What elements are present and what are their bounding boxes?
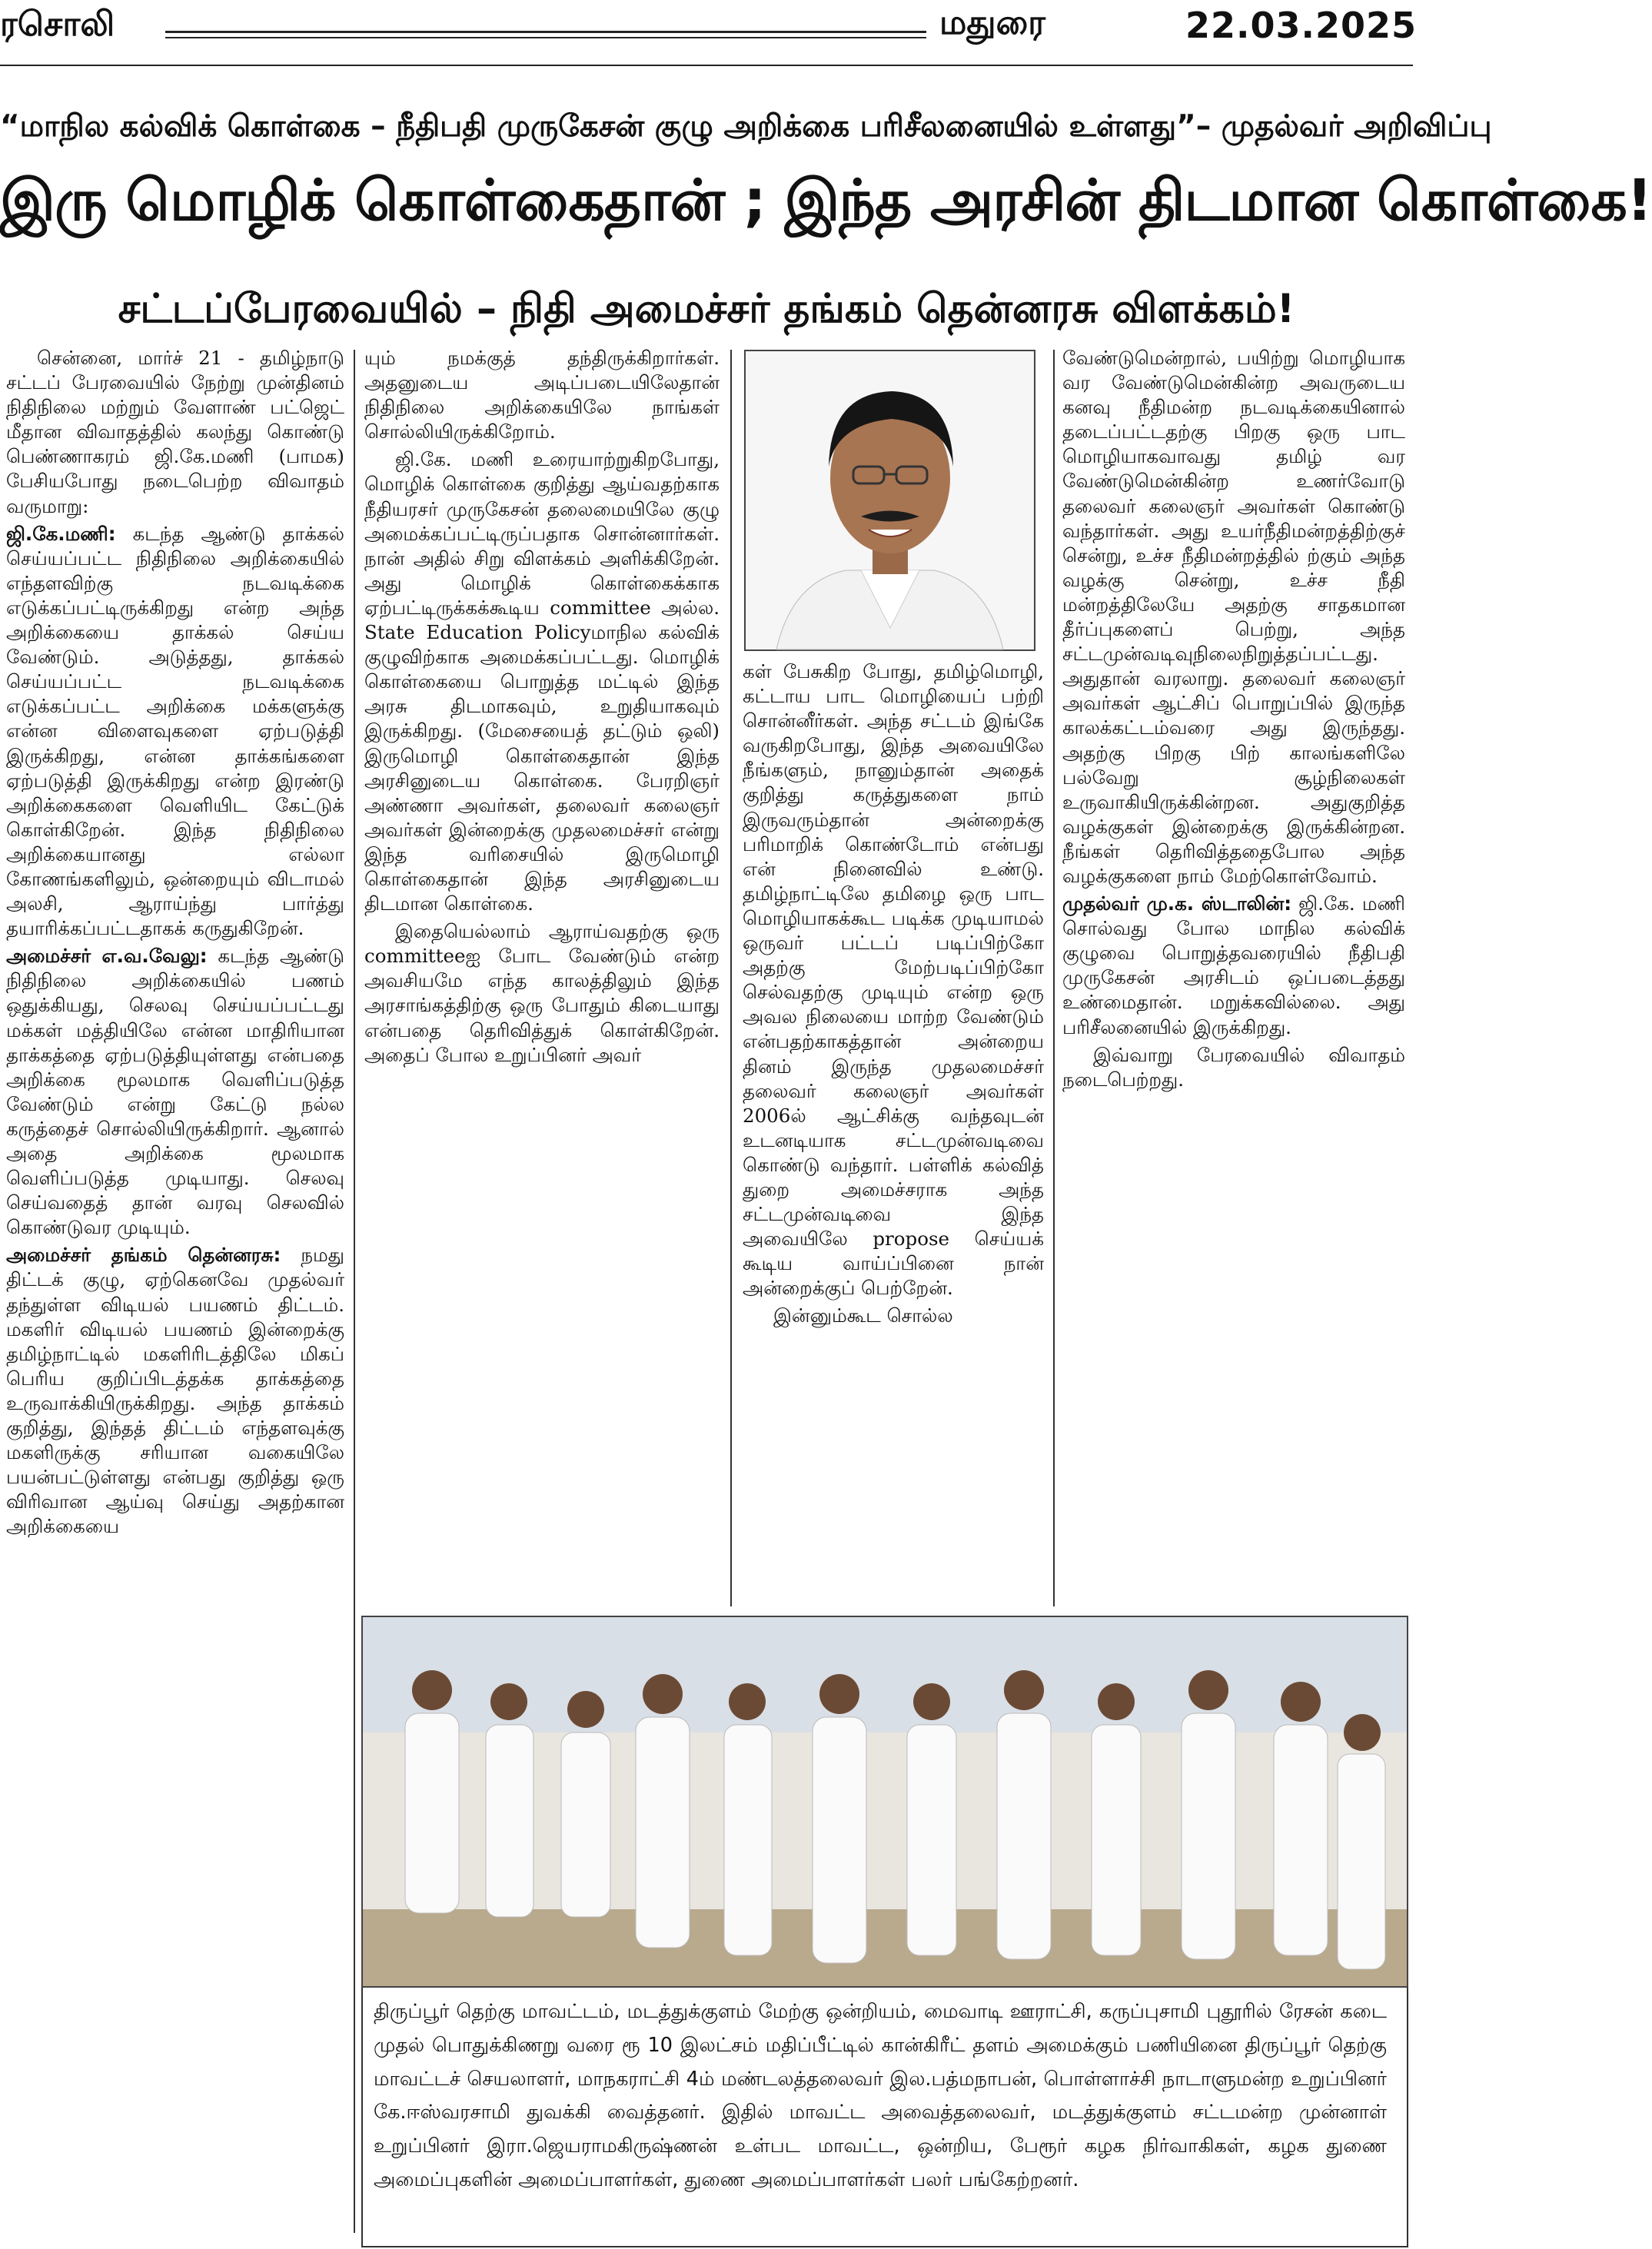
paragraph: இவ்வாறு பேரவையில் விவாதம் நடைபெற்றது. xyxy=(1062,1043,1405,1091)
speaker-gk-mani: ஜி.கே.மணி: xyxy=(6,522,116,545)
paper-name: ரசொலி xyxy=(0,5,115,44)
event-group-photo xyxy=(361,1616,1408,1988)
paragraph: இன்னும்கூட சொல்ல xyxy=(773,1304,953,1327)
kicker-headline: “மாநில கல்விக் கொள்கை – நீதிபதி முருகேசன் குழு அறிக்கை பரிசீலனையில் உள்ளது”– முதல்வர் அறிவிப்பு xyxy=(0,109,1492,144)
photo-caption: திருப்பூர் தெற்கு மாவட்டம், மடத்துக்குளம் மேற்கு ஒன்றியம், மைவாடி ஊராட்சி, கருப்புசாமி புதூரில் ரேசன் கடை முதல் பொதுக்கிணறு வரை ரூ 10 இலட்சம் மதிப்பீட்டில் கான்கிரீட் தளம் அமைக்கும் பணியினை திருப்பூர் தெற்கு மாவட்டச் செயலாளர், மாநகராட்சி 4ம் மண்டலத்தலைவர் இல.பத்மநாபன், பொள்ளாச்சி நாடாளுமன்ற உறுப்பினர் கே.ஈஸ்வரசாமி துவக்கி வைத்தனர். இதில் மாவட்ட அவைத்தலைவர், மடத்துக்குளம் சட்டமன்ற முன்னாள் உறுப்பினர் இரா.ஜெயராமகிருஷ்ணன் உள்பட மாவட்ட, ஒன்றிய, பேரூர் கழக நிர்வாகிகள், கழக துணை அமைப்புகளின் அமைப்பாளர்கள், துணை அமைப்பாளர்கள் பலர் பங்கேற்றனர். xyxy=(374,2000,1387,2191)
speaker-ev-velu: அமைச்சர் எ.வ.வேலு: xyxy=(6,945,208,968)
masthead-divider xyxy=(0,65,1413,66)
speaker-thangam-thennarasu: அமைச்சர் தங்கம் தென்னரசு: xyxy=(6,1244,281,1267)
paragraph: இதையெல்லாம் ஆராய்வதற்கு ஒரு committeeஐ போட வேண்டும் என்ற அவசியமே எந்த காலத்திலும் இந்த அரசாங்கத்திற்கு ஒரு போதும் கிடையாது என்பதை தெரிவித்துக் கொள்கிறேன். அதைப் போல உறுப்பினர் அவர் xyxy=(364,920,720,1066)
article-column-4 xyxy=(1062,346,1405,1610)
column-rule-2 xyxy=(730,350,732,1606)
paragraph: கள் பேசுகிற போது, தமிழ்மொழி, கட்டாய பாட மொழியைப் பற்றி சொன்னீர்கள். அந்த சட்டம் இங்கே வருகிறபோது, இந்த அவையிலே நீங்களும், நானும்தான் அதைக் குறித்து கருத்துகளை நாம் இருவரும்தான் அன்றைக்கு பரிமாறிக் கொண்டோம் என்பது என் நினைவில் உண்டு. தமிழ்நாட்டிலே தமிழை ஒரு பாட மொழியாகக்கூட படிக்க முடியாமல் ஒருவர் பட்டப் படிப்பிற்கோ அதற்கு மேற்படிப்பிற்கோ செல்வதற்கு முடியும் என்ற ஒரு அவல நிலையை மாற்ற வேண்டும் என்பதற்காகத்தான் அன்றைய தினம் இருந்த முதலமைச்சர் தலைவர் கலைஞர் அவர்கள் 2006ல் ஆட்சிக்கு வந்தவுடன் உடனடியாக சட்டமுன்வடிவை கொண்டு வந்தார். பள்ளிக் கல்வித் துறை அமைச்சராக அந்த சட்டமுன்வடிவை இந்த அவையிலே propose செய்யக் கூடிய வாய்ப்பினை நான் அன்றைக்குப் பெற்றேன். xyxy=(743,660,1044,1300)
article-column-3 xyxy=(743,659,1044,1613)
masthead xyxy=(0,0,1418,60)
speaker-mk-stalin: முதல்வர் மு.க. ஸ்டாலின்: xyxy=(1062,892,1292,915)
edition-date: 22.03.2025 xyxy=(1185,5,1418,46)
edition-city: மதுரை xyxy=(939,3,1045,42)
portrait-image xyxy=(746,351,1034,649)
masthead-rule-thin xyxy=(165,37,926,38)
minister-portrait-photo xyxy=(744,350,1035,651)
column-rule-1 xyxy=(354,350,355,2233)
main-headline: இரு மொழிக் கொள்கைதான் ; இந்த அரசின் திடமான கொள்கை! xyxy=(0,168,1652,234)
paragraph: கடந்த ஆண்டு தாக்கல் செய்யப்பட்ட நிதிநிலை அறிக்கையில் எந்தளவிற்கு நடவடிக்கை எடுக்கப்பட்டிருக்கிறது என்ற அந்த அறிக்கையை தாக்கல் செய்ய வேண்டும். அடுத்தது, தாக்கல் செய்யப்பட்ட நடவடிக்கை எடுக்கப்பட்ட அறிக்கை மக்களுக்கு என்ன விளைவுகளை ஏற்படுத்தி இருக்கிறது, என்ன தாக்கங்களை ஏற்படுத்தி இருக்கிறது என்ற இரண்டு அறிக்கைகளை வெளியிட கேட்டுக் கொள்கிறேன். இந்த நிதிநிலை அறிக்கையானது எல்லா கோணங்களிலும், ஒன்றையும் விடாமல் அலசி, ஆராய்ந்து பார்த்து தயாரிக்கப்பட்டதாகக் கருதுகிறேன். xyxy=(6,522,344,940)
paragraph: யும் நமக்குத் தந்திருக்கிறார்கள். அதனுடைய அடிப்படையிலேதான் நிதிநிலை அறிக்கையிலே நாங்கள் சொல்லியிருக்கிறோம். xyxy=(364,347,720,443)
sub-headline: சட்டப்பேரவையில் – நிதி அமைச்சர் தங்கம் தென்னரசு விளக்கம்! xyxy=(118,286,1295,332)
group-photo-image xyxy=(363,1617,1407,1986)
paragraph: கடந்த ஆண்டு நிதிநிலை அறிக்கையில் பணம் ஒதுக்கியது, செலவு செய்யப்பட்டது மக்கள் மத்தியிலே என்ன மாதிரியான தாக்கத்தை ஏற்படுத்தியுள்ளது என்பதை அறிக்கை மூலமாக வெளிப்படுத்த வேண்டும் என்று கேட்டு நல்ல கருத்தைச் சொல்லியிருக்கிறார். ஆனால் அதை அறிக்கை மூலமாக வெளிப்படுத்த முடியாது. செலவு செய்வதைத் தான் வரவு செலவில் கொண்டுவர முடியும். xyxy=(6,945,344,1239)
paragraph: ஜி.கே. மணி உரையாற்றுகிறபோது, மொழிக் கொள்கை குறித்து ஆய்வதற்காக நீதியரசர் முருகேசன் தலைமையிலே குழு அமைக்கப்பட்டிருப்பதாக சொன்னார்கள். நான் அதில் சிறு விளக்கம் அளிக்கிறேன். அது மொழிக் கொள்கைக்காக ஏற்பட்டிருக்கக்கூடிய committee அல்ல. State Education Policyமாநில கல்விக் குழுவிற்காக அமைக்கப்பட்டது. மொழிக் கொள்கையை பொறுத்த மட்டில் இந்த அரசு திடமாகவும், உறுதியாகவும் இருக்கிறது. (மேசையைத் தட்டும் ஒலி) இருமொழி கொள்கைதான் இந்த அரசினுடைய கொள்கை. பேரறிஞர் அண்ணா அவர்கள், தலைவர் கலைஞர் அவர்கள் இன்றைக்கு முதலமைச்சர் என்று இந்த வரிசையில் இருமொழி கொள்கைதான் இந்த அரசினுடைய திடமான கொள்கை. xyxy=(364,448,720,915)
article-column-2 xyxy=(364,346,720,1606)
paragraph: ஜி.கே. மணி சொல்வது போல மாநில கல்விக் குழுவை பொறுத்தவரையில் நீதிபதி முருகேசன் அரசிடம் ஒப்படைத்தது உண்மைதான். மறுக்கவில்லை. அது பரிசீலனையில் இருக்கிறது. xyxy=(1062,892,1405,1038)
column-rule-3 xyxy=(1053,350,1055,1606)
article-column-1 xyxy=(6,346,344,2241)
masthead-rule xyxy=(165,31,926,33)
dateline-paragraph: சென்னை, மார்ச் 21 - தமிழ்நாடு சட்டப் பேரவையில் நேற்று முன்தினம் நிதிநிலை மற்றும் வேளாண் பட்ஜெட் மீதான விவாதத்தில் கலந்து கொண்டு பெண்ணாகரம் ஜி.கே.மணி (பாமக) பேசியபோது நடைபெற்ற விவாதம் வருமாறு: xyxy=(6,347,344,517)
paragraph: வேண்டுமென்றால், பயிற்று மொழியாக வர வேண்டுமென்கின்ற அவருடைய கனவு நீதிமன்ற நடவடிக்கையினால் தடைப்பட்டதற்கு பிறகு ஒரு பாட மொழியாகவாவது தமிழ் வர வேண்டுமென்கின்ற உணர்வோடு தலைவர் கலைஞர் அவர்கள் கொண்டு வந்தார்கள். அது உயர்நீதிமன்றத்திற்குச் சென்று, உச்ச நீதிமன்றத்தில் ற்கும் அந்த வழக்கு சென்று, உச்ச நீதி மன்றத்திலேயே அதற்கு சாதகமான தீர்ப்புகளைப் பெற்று, அந்த சட்டமுன்வடிவுநிலைநிறுத்தப்பட்டது. அதுதான் வரலாறு. தலைவர் கலைஞர் அவர்கள் ஆட்சிப் பொறுப்பில் இருந்த காலக்கட்டம்வரை அது இருந்தது. அதற்கு பிறகு பிற் காலங்களிலே பல்வேறு சூழ்நிலைகள் உருவாகியிருக்கின்றன. அதுகுறித்த வழக்குகள் இன்றைக்கு இருக்கின்றன. நீங்கள் தெரிவித்ததைபோல அந்த வழக்குகளை நாம் மேற்கொள்வோம். xyxy=(1062,347,1405,887)
paragraph: நமது திட்டக் குழு, ஏற்கெனவே முதல்வர் தந்துள்ள விடியல் பயணம் திட்டம். மகளிர் விடியல் பயணம் இன்றைக்கு தமிழ்நாட்டில் மகளிரிடத்திலே மிகப் பெரிய குறிப்பிடத்தக்க தாக்கத்தை உருவாக்கியிருக்கிறது. அந்த தாக்கம் குறித்து, இந்தத் திட்டம் எந்தளவுக்கு மகளிருக்கு சரியான வகையிலே பயன்பட்டுள்ளது என்பது குறித்து ஒரு விரிவான ஆய்வு செய்து அதற்கான அறிக்கையை xyxy=(6,1244,344,1538)
